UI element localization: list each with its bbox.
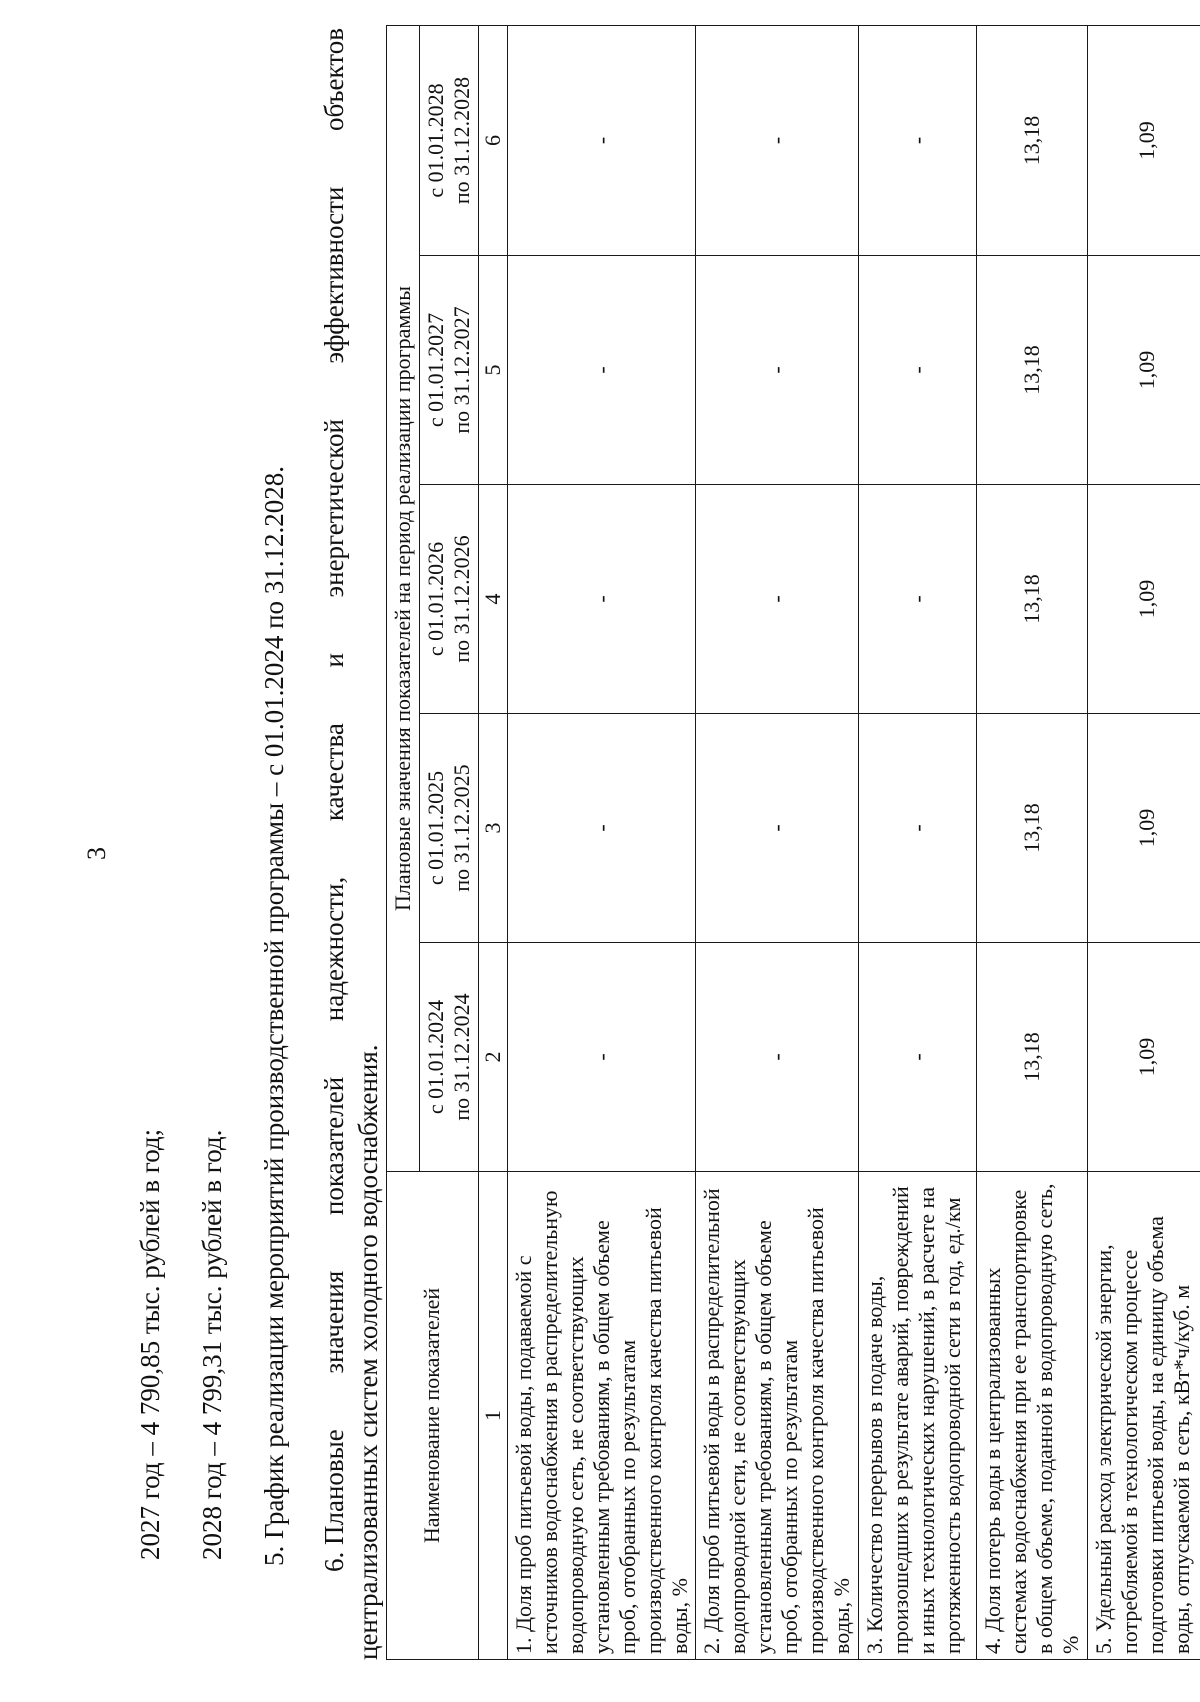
table-row <box>859 25 977 1659</box>
indicators-table <box>386 25 1200 1660</box>
schedule-line: 5. График реализации мероприятий производственной программы – с 01.01.2024 по 31.12.2028. <box>259 465 289 1566</box>
period-header: с 01.01.2028 по 31.12.2028 <box>419 25 478 255</box>
indicator-name: 2. Доля проб питьевой воды в распределительной водопроводной сети, не соответствующих установленным требованиям, в общем объеме проб, отобранных по результатам производственного контроля качества питьевой воды, % <box>696 1172 859 1660</box>
indicator-name: 4. Доля потерь воды в централизованных системах водоснабжения при ее транспортировке в общем объеме, поданной в водопроводную сеть, % <box>977 1172 1088 1660</box>
indicator-value: 13,18 <box>977 714 1088 943</box>
line-year-2028: 2028 год – 4 799,31 тыс. рублей в год. <box>197 1129 227 1560</box>
column-number: 2 <box>478 943 507 1172</box>
heading-word: эффективности <box>319 186 349 364</box>
table-row <box>696 25 859 1659</box>
column-number: 1 <box>478 1172 507 1660</box>
heading-word: энергетической <box>319 419 349 598</box>
indicator-value: - <box>696 943 859 1172</box>
indicator-value: 13,18 <box>977 943 1088 1172</box>
indicator-value: - <box>696 25 859 255</box>
column-number: 4 <box>478 485 507 714</box>
indicator-value: - <box>507 256 696 485</box>
planned-values-header: Плановые значения показателей на период реализации программы <box>387 25 420 1171</box>
indicator-value: - <box>696 485 859 714</box>
indicator-value: - <box>696 714 859 943</box>
indicator-value: 13,18 <box>977 485 1088 714</box>
indicator-value: 1,09 <box>1088 25 1200 255</box>
indicator-value: - <box>859 485 977 714</box>
heading-word: объектов <box>319 28 349 131</box>
indicator-value: - <box>859 256 977 485</box>
name-column-header: Наименование показателей <box>387 1172 479 1660</box>
indicator-value: 1,09 <box>1088 256 1200 485</box>
indicator-value: - <box>859 25 977 255</box>
page-number: 3 <box>82 847 111 860</box>
indicator-value: 1,09 <box>1088 943 1200 1172</box>
indicator-name: 1. Доля проб питьевой воды, подаваемой с источников водоснабжения в распределительную водопроводную сеть, не соответствующих установленным требованиям, в общем объеме проб, отобранных по результатам производственного контроля качества питьевой воды, % <box>507 1172 696 1660</box>
table-row <box>977 25 1088 1659</box>
heading-line-2: централизованных систем холодного водоснабжения. <box>352 1044 383 1660</box>
indicator-value: 13,18 <box>977 256 1088 485</box>
column-number: 3 <box>478 714 507 943</box>
period-header: с 01.01.2025 по 31.12.2025 <box>419 714 478 943</box>
indicator-name: 5. Удельный расход электрической энергии, потребляемой в технологическом процессе подготовки питьевой воды, на единицу объема воды, отпускаемой в сеть, кВт*ч/куб. м <box>1088 1172 1200 1660</box>
line-year-2027: 2027 год – 4 790,85 тыс. рублей в год; <box>135 1128 165 1560</box>
indicator-name: 3. Количество перерывов в подаче воды, произошедших в результате аварий, повреждений и иных технологических нарушений, в расчете на протяженность водопроводной сети в год, ед./км <box>859 1172 977 1660</box>
heading-line-1 <box>318 28 352 1660</box>
column-number-row <box>478 25 507 1659</box>
heading-word: качества <box>319 723 349 822</box>
heading-word: значения <box>319 1270 349 1374</box>
table-row <box>1088 25 1200 1659</box>
table-row <box>507 25 696 1659</box>
indicator-value: - <box>696 256 859 485</box>
heading-word: надежности, <box>319 876 349 1022</box>
indicator-value: - <box>859 714 977 943</box>
column-number: 6 <box>478 25 507 255</box>
indicator-value: 1,09 <box>1088 714 1200 943</box>
indicator-value: - <box>859 943 977 1172</box>
indicator-value: 13,18 <box>977 25 1088 255</box>
period-header: с 01.01.2026 по 31.12.2026 <box>419 485 478 714</box>
section-heading <box>318 28 386 1660</box>
period-header: с 01.01.2027 по 31.12.2027 <box>419 256 478 485</box>
period-header: с 01.01.2024 по 31.12.2024 <box>419 943 478 1172</box>
heading-word: показателей <box>319 1076 349 1216</box>
indicator-value: - <box>507 485 696 714</box>
indicator-value: - <box>507 714 696 943</box>
indicator-value: - <box>507 943 696 1172</box>
heading-word: 6. Плановые <box>319 1429 349 1572</box>
indicator-value: - <box>507 25 696 255</box>
indicator-value: 1,09 <box>1088 485 1200 714</box>
column-number: 5 <box>478 256 507 485</box>
heading-word: и <box>319 653 349 668</box>
